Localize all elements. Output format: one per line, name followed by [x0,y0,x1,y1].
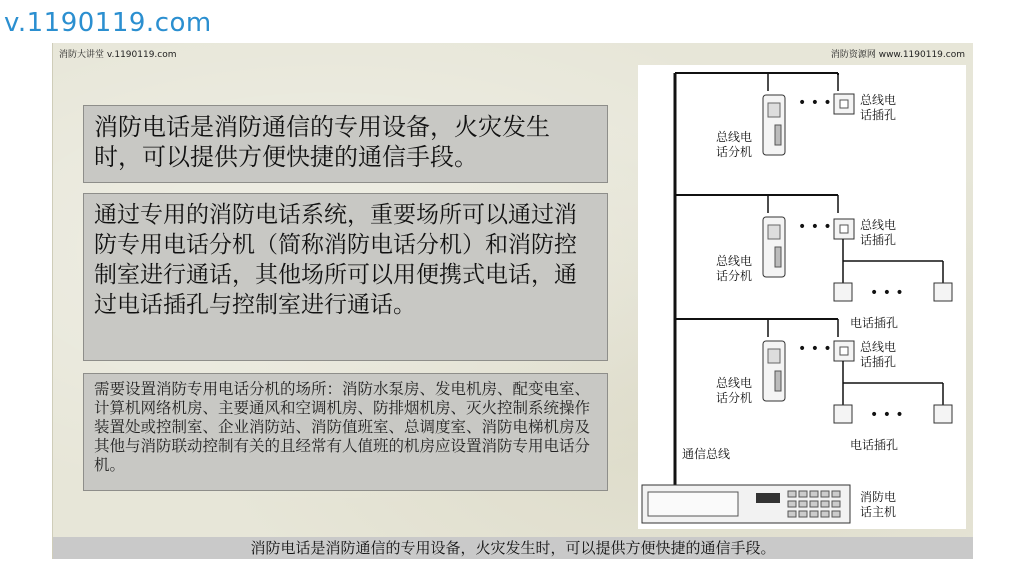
dots-3: • • • [798,341,832,357]
phone-jack-3b [934,405,952,423]
bus-ext-label-3b: 话分机 [716,391,753,405]
intro-text: 消防电话是消防通信的专用设备，火灾发生时，可以提供方便快捷的通信手段。 [94,113,550,171]
bus-ext-label-3a: 总线电 [716,376,753,390]
caption-bar [53,537,973,559]
intro-box [83,105,608,183]
comm-bus-label: 通信总线 [682,447,731,461]
system-box [83,193,608,361]
phone-host-device [642,485,850,523]
host-label-b: 话主机 [860,505,897,519]
slide [52,43,973,559]
phone-jack-3a [834,405,852,423]
phone-jack-label-3: 电话插孔 [850,438,899,452]
bus-ext-label-1a: 总线电 [716,130,753,144]
bus-ext-label-1b: 话分机 [716,145,753,159]
bus-jack-label-2a: 总线电 [860,218,897,232]
bus-jack-label-1b: 话插孔 [860,108,897,122]
bus-jack-label-3b: 话插孔 [860,355,897,369]
header-left-text: 消防大讲堂 v.1190119.com [59,50,177,60]
phone-extension-3 [763,341,785,401]
bus-jack-label-2b: 话插孔 [860,233,897,247]
site-watermark: v.1190119.com [4,8,212,38]
dots-2b: • • • [870,285,904,301]
bus-jack-label-1a: 总线电 [860,93,897,107]
locations-box [83,373,608,491]
phone-jack-2a [834,283,852,301]
locations-text: 需要设置消防专用电话分机的场所：消防水泵房、发电机房、配变电室、计算机网络机房、主要通风和空调机房、防排烟机房、灭火控制系统操作装置处或控制室、企业消防站、消防值班室、总调度室、消防电梯机房及其他与消防联动控制有关的且经常有人值班的机房应设置消防专用电话分机。 [94,380,591,474]
phone-jack-label-2: 电话插孔 [850,316,899,330]
dots-1: • • • [798,95,832,111]
diagram-svg [638,65,966,529]
phone-jack-2 [834,219,854,239]
phone-system-diagram [638,65,966,529]
system-text: 通过专用的消防电话系统，重要场所可以通过消防专用电话分机（简称消防电话分机）和消防控制室进行通话，其他场所可以用便携式电话，通过电话插孔与控制室进行通话。 [94,202,577,318]
bus-jack-label-3a: 总线电 [860,340,897,354]
phone-jack-3 [834,341,854,361]
dots-3b: • • • [870,407,904,423]
phone-jack-2b [934,283,952,301]
phone-jack-1 [834,94,854,114]
header-right-text: 消防资源网 www.1190119.com [830,50,965,60]
phone-extension-2 [763,217,785,277]
phone-extension-1 [763,95,785,155]
dots-2: • • • [798,219,832,235]
caption-text: 消防电话是消防通信的专用设备，火灾发生时，可以提供方便快捷的通信手段。 [250,539,776,557]
bus-ext-label-2a: 总线电 [716,254,753,268]
host-label-a: 消防电 [860,490,897,504]
bus-ext-label-2b: 话分机 [716,269,753,283]
